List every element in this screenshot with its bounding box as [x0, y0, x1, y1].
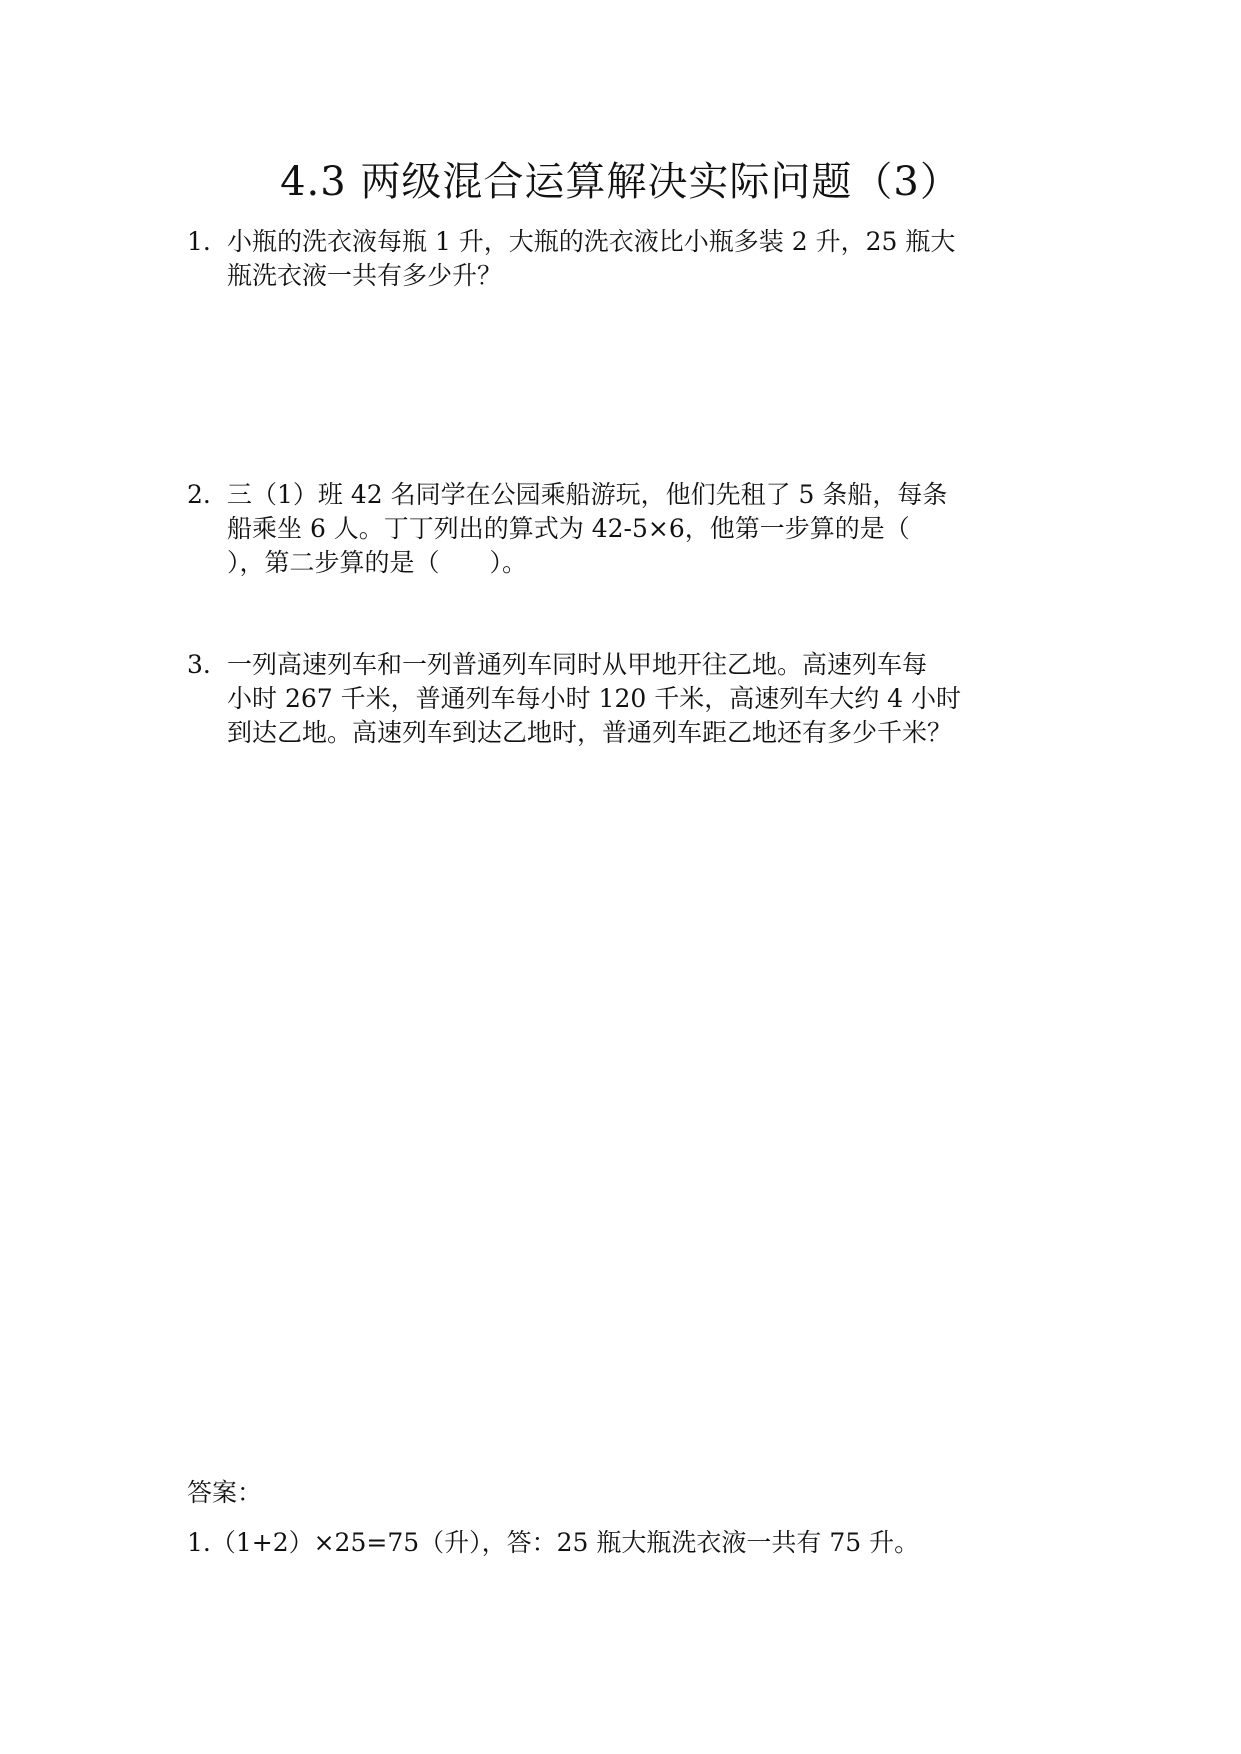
- question-1: [187, 225, 1067, 293]
- answers-label: 答案：: [187, 1478, 263, 1507]
- question-text: 瓶洗衣液一共有多少升？: [227, 261, 503, 290]
- question-line: [187, 225, 1067, 259]
- question-line: [187, 648, 1067, 682]
- question-text: 船乘坐 6 人。丁丁列出的算式为 42-5×6，他第一步算的是（: [227, 514, 910, 543]
- question-line: [187, 478, 1067, 512]
- question-number: 1.: [187, 227, 211, 256]
- page-title: 4.3 两级混合运算解决实际问题（3）: [280, 159, 961, 205]
- question-text: 小时 267 千米，普通列车每小时 120 千米，高速列车大约 4 小时: [227, 684, 962, 713]
- question-text: 小瓶的洗衣液每瓶 1 升，大瓶的洗衣液比小瓶多装 2 升，25 瓶大: [227, 227, 956, 256]
- question-text: ），第二步算的是（ ）。: [227, 548, 528, 577]
- question-text: 一列高速列车和一列普通列车同时从甲地开往乙地。高速列车每: [227, 650, 928, 679]
- answer-item-1: 1.（1+2）×25=75（升），答：25 瓶大瓶洗衣液一共有 75 升。: [187, 1528, 920, 1557]
- question-text: 到达乙地。高速列车到达乙地时，普通列车距乙地还有多少千米？: [227, 718, 953, 747]
- question-3: [187, 648, 1067, 750]
- question-number: 2.: [187, 480, 211, 509]
- question-text: 三（1）班 42 名同学在公园乘船游玩，他们先租了 5 条船，每条: [227, 480, 948, 509]
- question-number: 3.: [187, 650, 211, 679]
- question-2: [187, 478, 1067, 580]
